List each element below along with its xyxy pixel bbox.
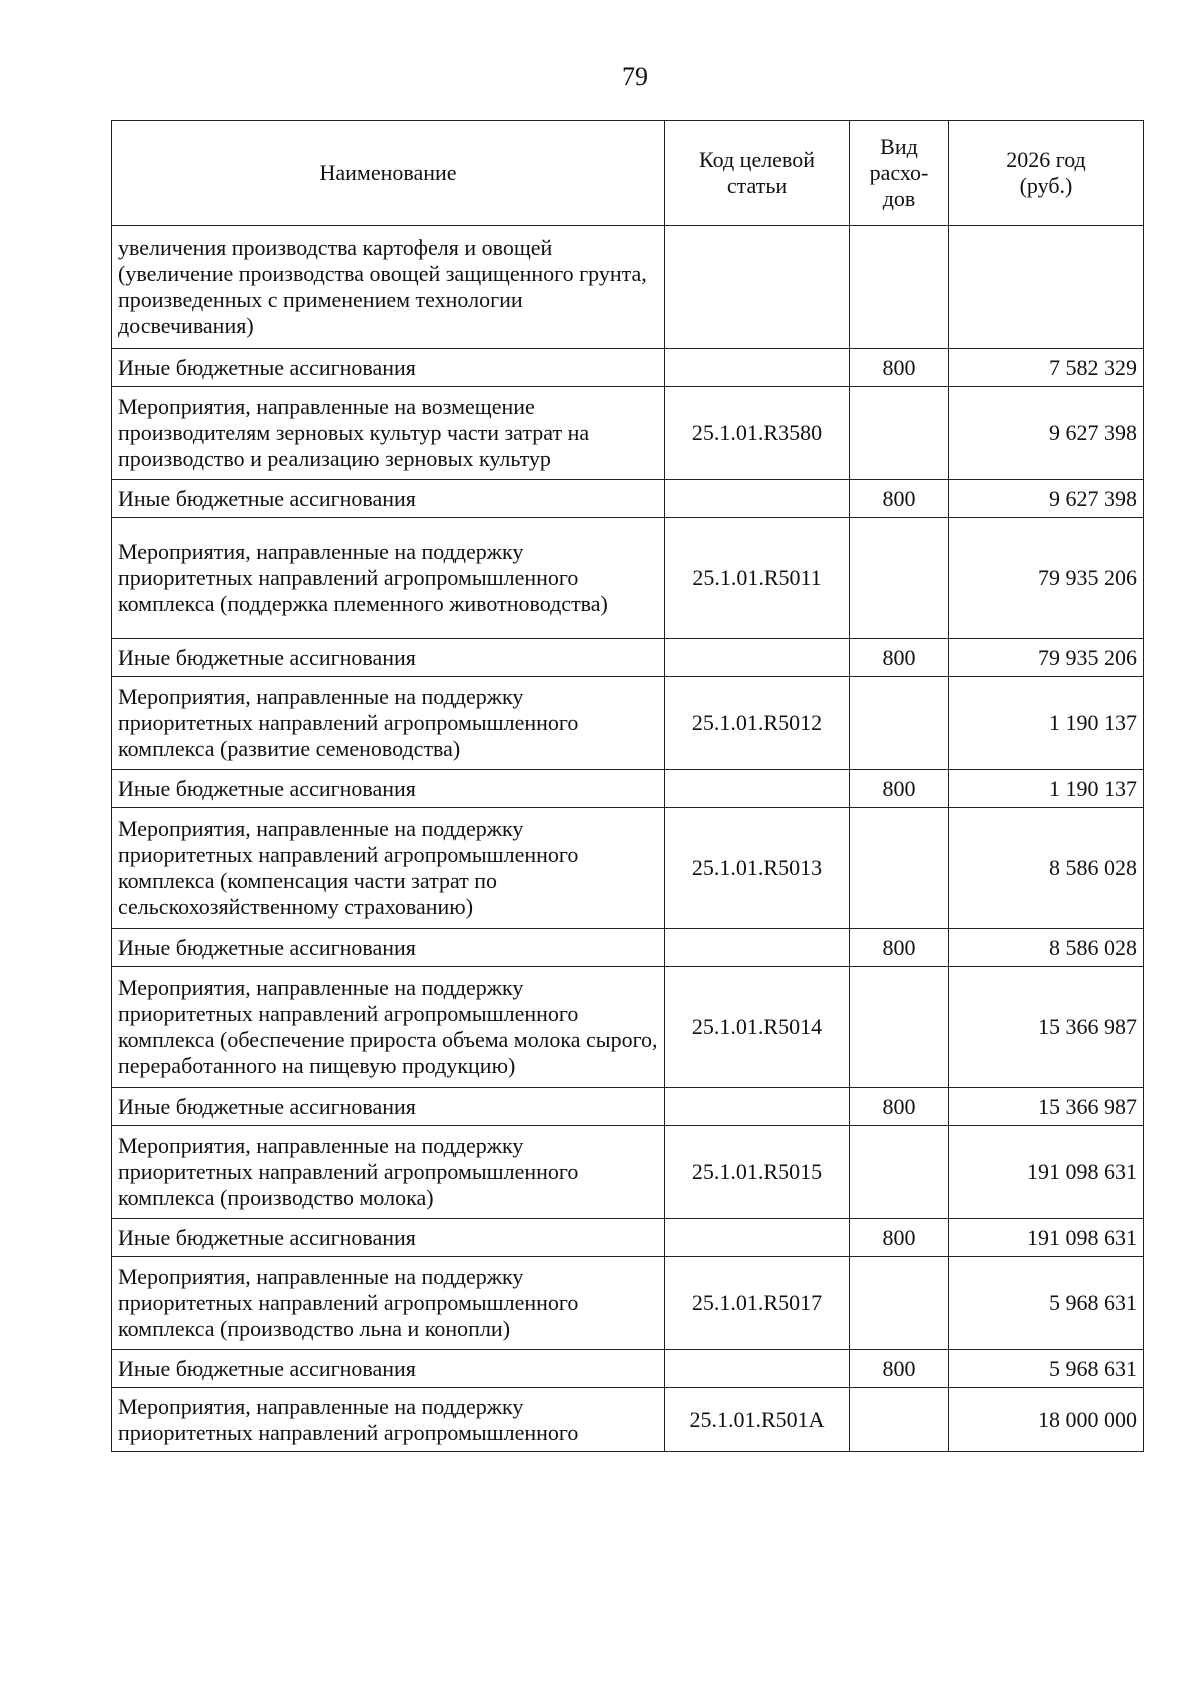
table-row (112, 518, 1144, 639)
row-sum-cell: 1 190 137 (949, 770, 1144, 808)
table-row (112, 967, 1144, 1088)
table-row (112, 639, 1144, 677)
row-name-cell: Мероприятия, направленные на поддержку приоритетных направлений агропромышленного комплекса (обеспечение прироста объема молока сырого, переработанного на пищевую продукцию) (112, 967, 665, 1088)
row-code-cell: 25.1.01.R5012 (665, 677, 850, 770)
row-kind-cell: 800 (850, 480, 949, 518)
row-sum-cell: 15 366 987 (949, 967, 1144, 1088)
row-kind-cell: 800 (850, 349, 949, 387)
row-sum-cell: 9 627 398 (949, 480, 1144, 518)
table-row (112, 349, 1144, 387)
row-kind-cell (850, 1126, 949, 1219)
row-name-cell: Мероприятия, направленные на поддержку приоритетных направлений агропромышленного комплекса (производство льна и конопли) (112, 1257, 665, 1350)
row-code-cell (665, 1088, 850, 1126)
row-kind-cell (850, 387, 949, 480)
row-name-cell: Иные бюджетные ассигнования (112, 1219, 665, 1257)
row-name-cell: Иные бюджетные ассигнования (112, 639, 665, 677)
row-name-cell: Иные бюджетные ассигнования (112, 1350, 665, 1388)
row-sum-cell: 79 935 206 (949, 518, 1144, 639)
row-name-cell: Мероприятия, направленные на поддержку приоритетных направлений агропромышленного комплекса (компенсация части затрат по сельскохозяйственному страхованию) (112, 808, 665, 929)
row-name-cell: Иные бюджетные ассигнования (112, 929, 665, 967)
row-kind-cell: 800 (850, 1219, 949, 1257)
row-kind-cell (850, 518, 949, 639)
row-sum-cell: 18 000 000 (949, 1388, 1144, 1452)
row-code-cell (665, 1219, 850, 1257)
row-sum-cell: 191 098 631 (949, 1219, 1144, 1257)
row-kind-cell (850, 808, 949, 929)
row-kind-cell (850, 967, 949, 1088)
column-header-code: Код целевой статьи (665, 121, 850, 226)
table-body (112, 226, 1144, 1452)
row-sum-cell: 1 190 137 (949, 677, 1144, 770)
row-kind-cell (850, 226, 949, 349)
table-row (112, 387, 1144, 480)
row-sum-cell: 79 935 206 (949, 639, 1144, 677)
row-sum-cell: 8 586 028 (949, 929, 1144, 967)
row-code-cell (665, 770, 850, 808)
row-code-cell (665, 226, 850, 349)
column-header-name: Наименование (112, 121, 665, 226)
row-sum-cell: 15 366 987 (949, 1088, 1144, 1126)
table-row (112, 677, 1144, 770)
row-name-cell: Иные бюджетные ассигнования (112, 480, 665, 518)
row-name-cell: Иные бюджетные ассигнования (112, 349, 665, 387)
row-kind-cell (850, 677, 949, 770)
table-row (112, 1388, 1144, 1452)
row-name-cell: Иные бюджетные ассигнования (112, 1088, 665, 1126)
row-code-cell (665, 639, 850, 677)
row-sum-cell: 5 968 631 (949, 1257, 1144, 1350)
row-code-cell: 25.1.01.R5014 (665, 967, 850, 1088)
row-code-cell: 25.1.01.R5015 (665, 1126, 850, 1219)
row-sum-cell: 7 582 329 (949, 349, 1144, 387)
row-name-cell: Мероприятия, направленные на возмещение производителям зерновых культур части затрат на производство и реализацию зерновых культур (112, 387, 665, 480)
row-name-cell: Иные бюджетные ассигнования (112, 770, 665, 808)
row-code-cell: 25.1.01.R501A (665, 1388, 850, 1452)
table-row (112, 1126, 1144, 1219)
row-sum-cell (949, 226, 1144, 349)
row-name-cell: увеличения производства картофеля и овощей (увеличение производства овощей защищенного грунта, произведенных с применением технологии досвечивания) (112, 226, 665, 349)
row-name-cell: Мероприятия, направленные на поддержку приоритетных направлений агропромышленного комплекса (развитие семеноводства) (112, 677, 665, 770)
row-kind-cell: 800 (850, 770, 949, 808)
budget-table (111, 120, 1144, 1452)
row-sum-cell: 9 627 398 (949, 387, 1144, 480)
row-kind-cell (850, 1388, 949, 1452)
table-row (112, 226, 1144, 349)
row-code-cell (665, 929, 850, 967)
row-name-cell: Мероприятия, направленные на поддержку приоритетных направлений агропромышленного комплекса (производство молока) (112, 1126, 665, 1219)
row-kind-cell: 800 (850, 1088, 949, 1126)
table-row (112, 808, 1144, 929)
row-code-cell: 25.1.01.R5017 (665, 1257, 850, 1350)
row-sum-cell: 5 968 631 (949, 1350, 1144, 1388)
row-sum-cell: 191 098 631 (949, 1126, 1144, 1219)
table-row (112, 1088, 1144, 1126)
row-code-cell (665, 349, 850, 387)
table-row (112, 770, 1144, 808)
column-header-sum: 2026 год (руб.) (949, 121, 1144, 226)
row-kind-cell (850, 1257, 949, 1350)
column-header-kind: Вид расхо- дов (850, 121, 949, 226)
table-row (112, 1219, 1144, 1257)
row-kind-cell: 800 (850, 639, 949, 677)
row-code-cell: 25.1.01.R5013 (665, 808, 850, 929)
row-code-cell: 25.1.01.R3580 (665, 387, 850, 480)
row-sum-cell: 8 586 028 (949, 808, 1144, 929)
row-name-cell: Мероприятия, направленные на поддержку приоритетных направлений агропромышленного комплекса (поддержка племенного животноводства) (112, 518, 665, 639)
table-row (112, 1257, 1144, 1350)
page-number: 79 (622, 62, 648, 91)
row-kind-cell: 800 (850, 1350, 949, 1388)
header-row (112, 121, 1144, 226)
row-name-cell: Мероприятия, направленные на поддержку приоритетных направлений агропромышленного (112, 1388, 665, 1452)
row-code-cell (665, 480, 850, 518)
table-row (112, 1350, 1144, 1388)
row-code-cell (665, 1350, 850, 1388)
row-kind-cell: 800 (850, 929, 949, 967)
table-row (112, 480, 1144, 518)
table-row (112, 929, 1144, 967)
table-header (112, 121, 1144, 226)
row-code-cell: 25.1.01.R5011 (665, 518, 850, 639)
